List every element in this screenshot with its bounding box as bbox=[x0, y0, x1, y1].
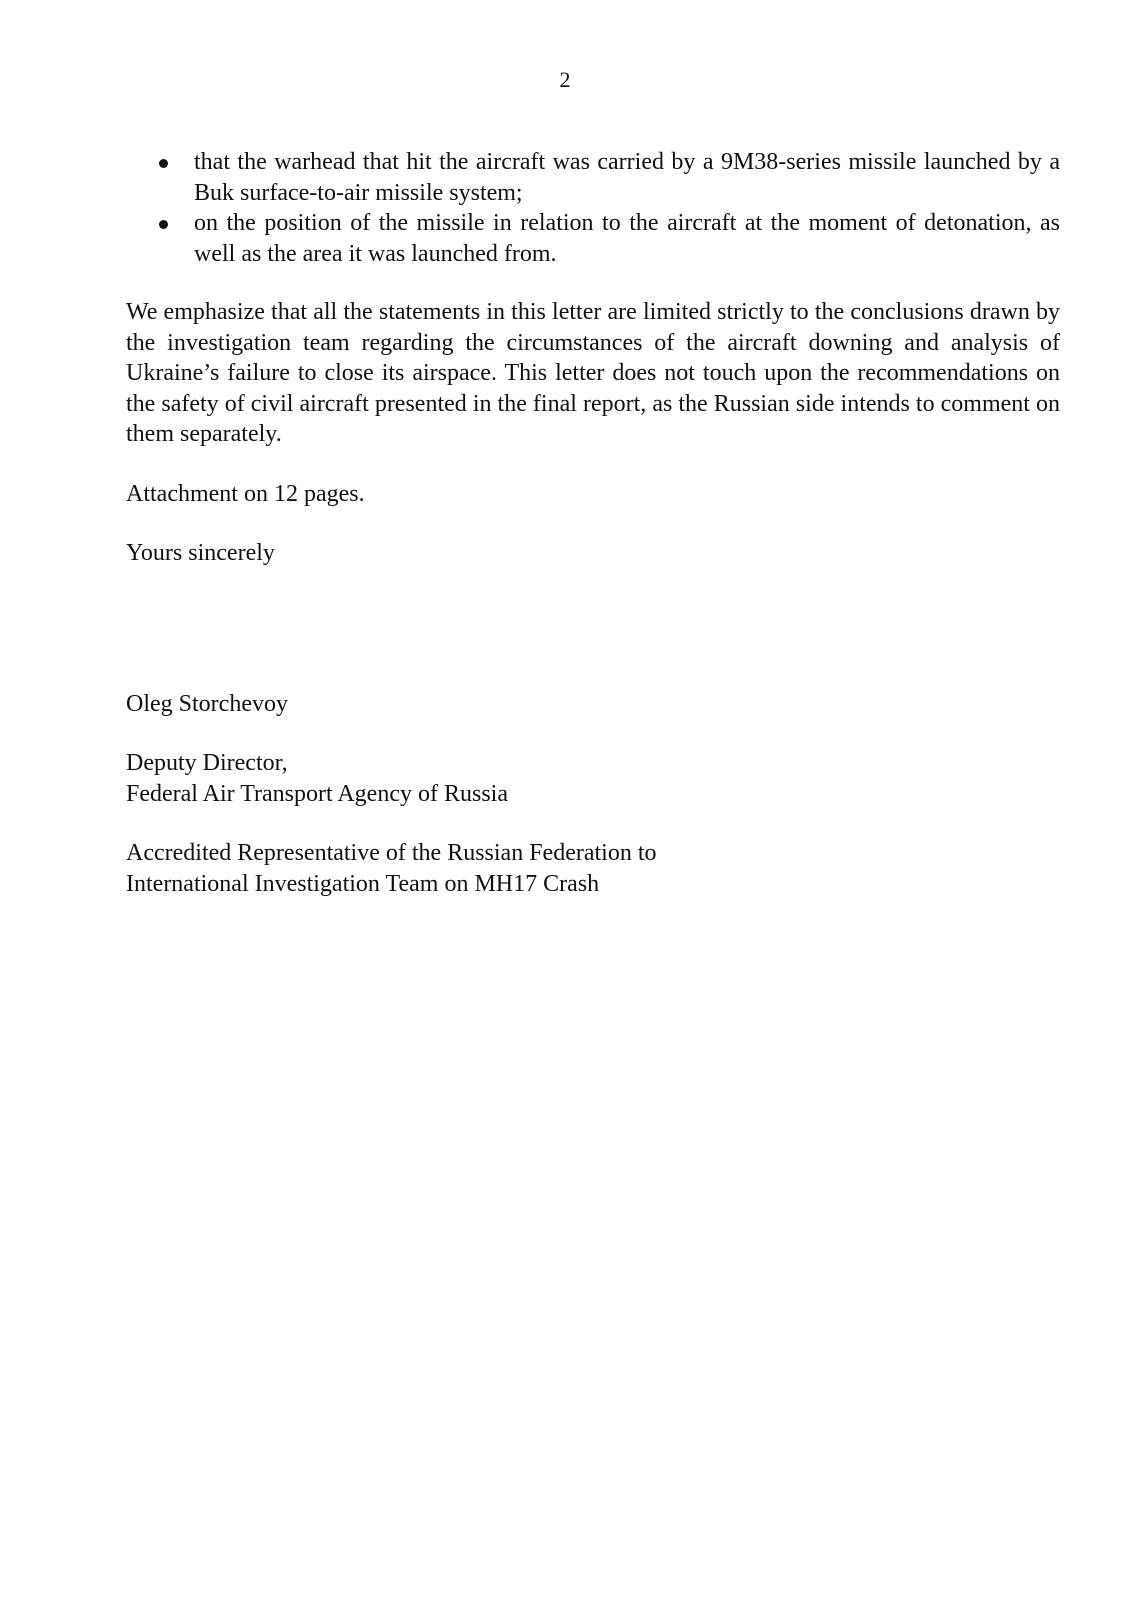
bullet-icon bbox=[159, 159, 168, 168]
emphasis-paragraph: We emphasize that all the statements in this letter are limited strictly to the conclusions drawn by the investigation team regarding the circumstances of the aircraft downing and analysis of Ukraine’s failure to close its airspace. This letter does not touch upon the recommendations on the safety of civil aircraft presented in the final report, as the Russian side intends to comment on them separately. bbox=[126, 299, 1060, 447]
signatory-role bbox=[126, 838, 1060, 899]
list-item-text: that the warhead that hit the aircraft was carried by a 9M38-series missile launched by a Buk surface-to-air missile system; bbox=[194, 149, 1060, 206]
signatory-name: Oleg Storchevoy bbox=[126, 690, 288, 717]
page-number: 2 bbox=[559, 67, 571, 92]
list-item bbox=[126, 147, 1060, 208]
conclusions-list bbox=[126, 147, 1060, 269]
letter-body bbox=[126, 147, 1060, 899]
signatory-organization: Federal Air Transport Agency of Russia bbox=[126, 780, 508, 807]
attachment-note: Attachment on 12 pages. bbox=[126, 480, 365, 507]
list-item bbox=[126, 208, 1060, 269]
bullet-icon bbox=[159, 220, 168, 229]
signatory-position: Deputy Director, bbox=[126, 750, 288, 776]
signatory-role-line-1: Accredited Representative of the Russian Federation to bbox=[126, 840, 657, 866]
closing-salutation: Yours sincerely bbox=[126, 540, 275, 566]
signatory-role-line-2: International Investigation Team on MH17 Crash bbox=[126, 870, 600, 897]
signatory-title bbox=[126, 748, 1060, 809]
list-item-text: on the position of the missile in relation to the aircraft at the moment of detonation, as well as the area it was launched from. bbox=[194, 210, 1060, 267]
